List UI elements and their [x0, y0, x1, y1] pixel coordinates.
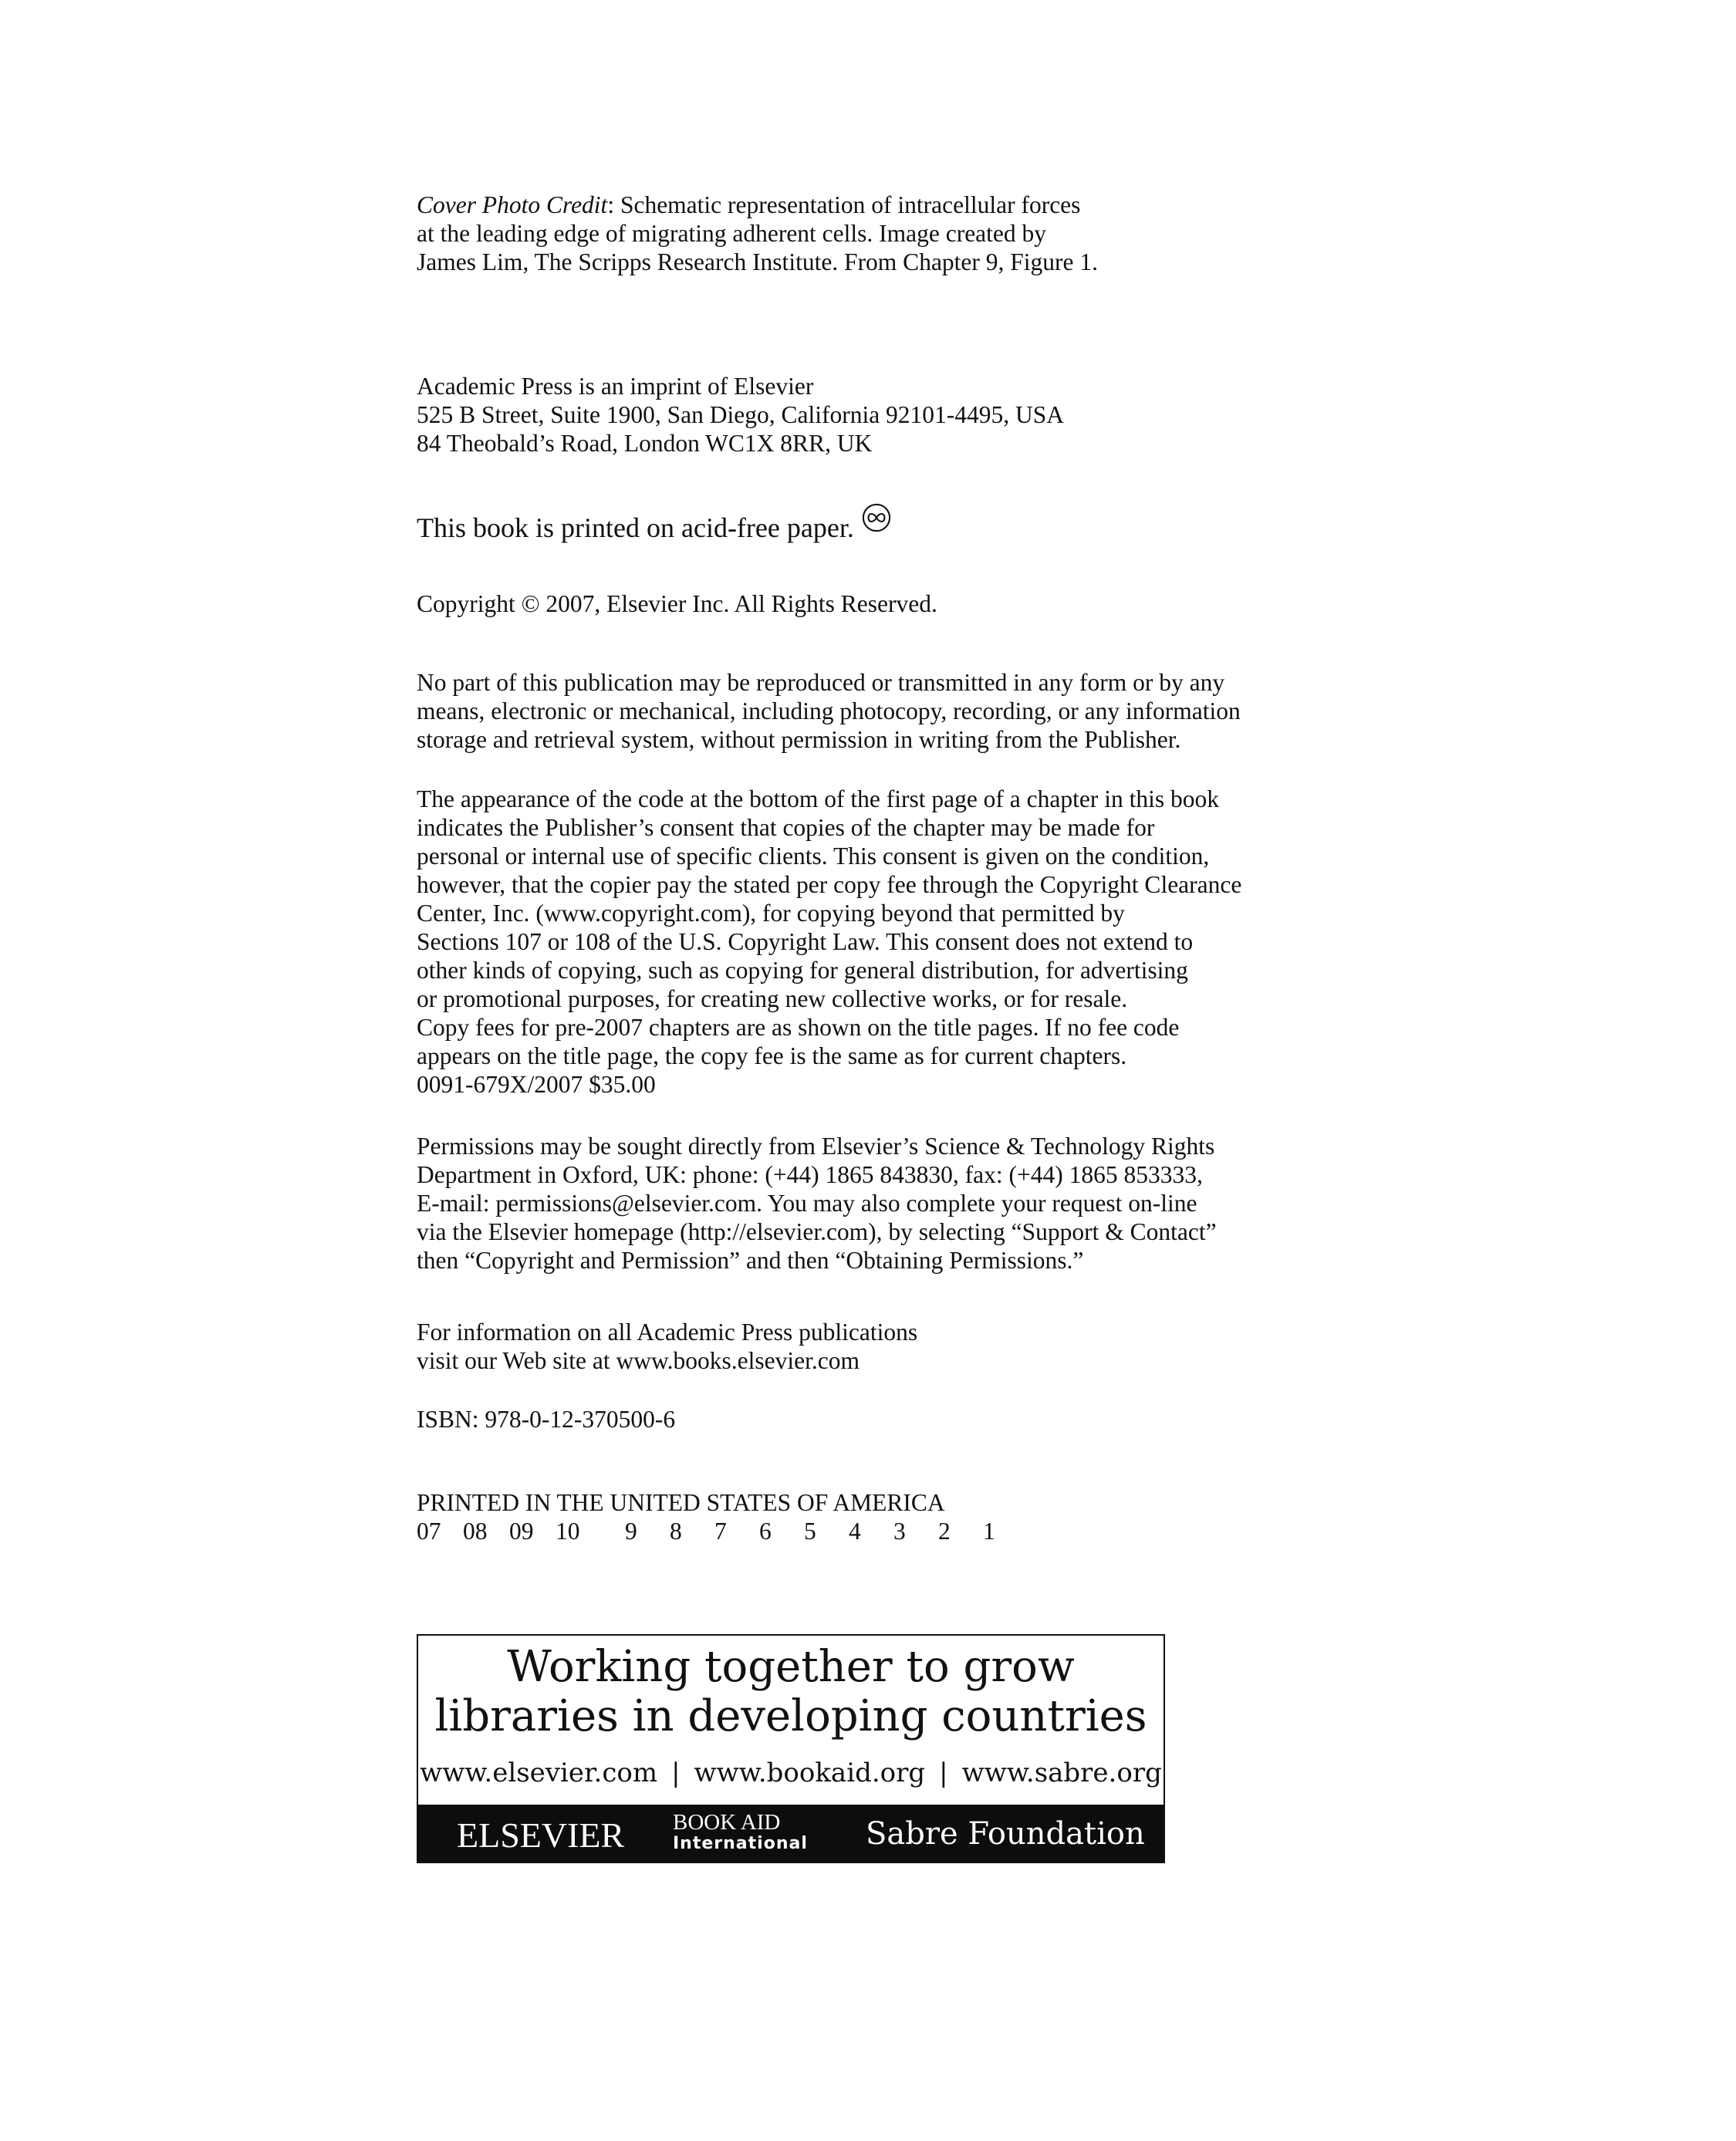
permissions-line: Permissions may be sought directly from Elsevier’s Science & Technology Rights — [417, 1133, 1215, 1160]
publisher-line-1: Academic Press is an imprint of Elsevier — [417, 373, 814, 400]
appearance-line: or promotional purposes, for creating new collective works, or for resale. — [417, 985, 1128, 1012]
publisher-address — [417, 372, 1389, 458]
print-number: 7 — [714, 1518, 727, 1545]
permissions-paragraph — [417, 1132, 1389, 1275]
isbn-line: ISBN: 978-0-12-370500-6 — [417, 1406, 676, 1433]
elsevier-logo: ELSEVIER — [457, 1815, 625, 1855]
isbn — [417, 1405, 1389, 1434]
permissions-line: then “Copyright and Permission” and then “Obtaining Permissions.” — [417, 1247, 1084, 1274]
print-number: 6 — [759, 1518, 772, 1545]
print-year: 08 — [463, 1518, 488, 1545]
cover-credit-line-3: James Lim, The Scripps Research Institute. From Chapter 9, Figure 1. — [417, 248, 1099, 275]
print-number: 1 — [983, 1518, 995, 1545]
infinity-icon — [862, 503, 891, 532]
link-separator: | — [939, 1758, 948, 1788]
cover-credit-line-1-text: : Schematic representation of intracellular forces — [607, 191, 1081, 218]
acid-free-text: This book is printed on acid-free paper. — [417, 512, 854, 543]
publications-info — [417, 1318, 1389, 1375]
appearance-line: Sections 107 or 108 of the U.S. Copyright Law. This consent does not extend to — [417, 928, 1194, 955]
appearance-line: The appearance of the code at the bottom of the first page of a chapter in this book — [417, 785, 1219, 812]
copyright-line: Copyright © 2007, Elsevier Inc. All Rights Reserved. — [417, 590, 937, 617]
sabre-foundation-logo: Sabre Foundation — [866, 1816, 1145, 1852]
no-part-line: storage and retrieval system, without permission in writing from the Publisher. — [417, 726, 1181, 753]
acid-free-line — [417, 503, 1389, 544]
appearance-paragraph — [417, 785, 1389, 1099]
cover-credit-line-1 — [417, 191, 1389, 219]
appearance-line: appears on the title page, the copy fee is the same as for current chapters. — [417, 1042, 1127, 1069]
print-number: 5 — [804, 1518, 816, 1545]
appearance-line: Center, Inc. (www.copyright.com), for copying beyond that permitted by — [417, 900, 1125, 927]
bookaid-links — [418, 1758, 1164, 1788]
link-separator: | — [671, 1758, 681, 1788]
publisher-line-3: 84 Theobald’s Road, London WC1X 8RR, UK — [417, 430, 873, 457]
copyright-notice — [417, 589, 1389, 618]
print-number: 2 — [938, 1518, 951, 1545]
print-year: 07 — [417, 1518, 441, 1545]
bookaid-headline-2: libraries in developing countries — [434, 1691, 1147, 1741]
no-part-line: No part of this publication may be reproduced or transmitted in any form or by any — [417, 669, 1225, 696]
publisher-line-2: 525 B Street, Suite 1900, San Diego, California 92101-4495, USA — [417, 401, 1065, 428]
no-part-paragraph — [417, 668, 1389, 754]
appearance-line: however, that the copier pay the stated per copy fee through the Copyright Clearance — [417, 871, 1242, 898]
appearance-line: personal or internal use of specific clients. This consent is given on the condition, — [417, 843, 1210, 870]
bookaid-logo-line-1: BOOK AID — [673, 1810, 781, 1835]
fee-code-line: 0091-679X/2007 $35.00 — [417, 1071, 656, 1098]
permissions-line: via the Elsevier homepage (http://elsevier.com), by selecting “Support & Contact” — [417, 1218, 1217, 1245]
printing-line-numbers — [417, 1517, 1389, 1545]
cover-credit-label: Cover Photo Credit — [417, 191, 608, 218]
print-number: 8 — [670, 1518, 682, 1545]
printing-info — [417, 1488, 1389, 1545]
print-number: 3 — [893, 1518, 906, 1545]
link-elsevier[interactable]: www.elsevier.com — [420, 1758, 658, 1788]
print-year: 10 — [556, 1518, 580, 1545]
print-number: 9 — [625, 1518, 637, 1545]
appearance-line: other kinds of copying, such as copying for general distribution, for advertising — [417, 957, 1188, 984]
acid-free-notice — [417, 503, 1389, 544]
print-year: 09 — [509, 1518, 534, 1545]
cover-credit-line-2: at the leading edge of migrating adherent cells. Image created by — [417, 220, 1047, 247]
no-part-line: means, electronic or mechanical, including photocopy, recording, or any information — [417, 697, 1241, 724]
permissions-line: Department in Oxford, UK: phone: (+44) 1865 843830, fax: (+44) 1865 853333, — [417, 1161, 1203, 1188]
link-bookaid[interactable]: www.bookaid.org — [694, 1758, 926, 1788]
bookaid-headline-1: Working together to grow — [507, 1642, 1075, 1692]
cover-photo-credit — [417, 191, 1389, 276]
print-number: 4 — [849, 1518, 861, 1545]
printed-title: PRINTED IN THE UNITED STATES OF AMERICA — [417, 1489, 945, 1516]
permissions-line: E-mail: permissions@elsevier.com. You may also complete your request on-line — [417, 1190, 1197, 1217]
link-sabre[interactable]: www.sabre.org — [961, 1758, 1162, 1788]
bookaid-advert — [417, 1634, 1165, 1863]
info-line: For information on all Academic Press publications — [417, 1319, 918, 1346]
info-line: visit our Web site at www.books.elsevier.com — [417, 1347, 860, 1374]
sponsor-logo-bar — [418, 1805, 1164, 1862]
bookaid-logo — [673, 1811, 827, 1854]
appearance-line: indicates the Publisher’s consent that copies of the chapter may be made for — [417, 814, 1155, 841]
bookaid-logo-line-2: International — [673, 1834, 808, 1853]
appearance-line: Copy fees for pre-2007 chapters are as shown on the title pages. If no fee code — [417, 1014, 1180, 1041]
